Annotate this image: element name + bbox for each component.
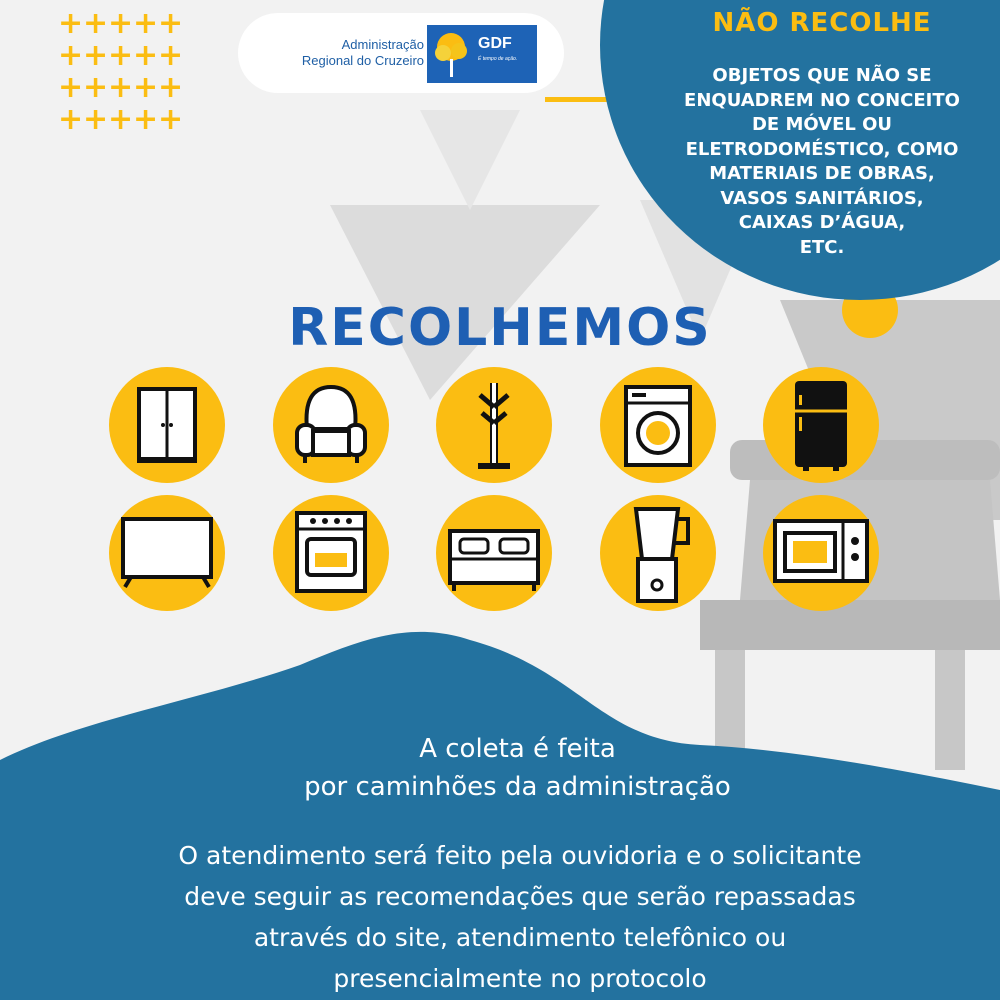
recolhemos-title: RECOLHEMOS [288, 298, 712, 358]
gdf-text: GDF [478, 35, 512, 52]
plus-pattern: +++++ +++++ +++++ +++++ [58, 6, 184, 137]
coleta-text: A coleta é feita por caminhões da administração [304, 734, 731, 802]
nao-recolhe-text: OBJETOS QUE NÃO SE ENQUADREM NO CONCEITO DE MÓVEL OU ELETRODOMÉSTICO, COMO MATERIAIS DE OBRAS, VASOS SANITÁRIOS, CAIXAS D’ÁGUA, ETC. [684, 65, 960, 258]
atendimento-text: O atendimento será feito pela ouvidoria e o solicitante deve seguir as recomendações que serão repassadas através do site, atendimento telefônico ou presencialmente no protocolo [178, 841, 862, 993]
nao-recolhe-title: NÃO RECOLHE [712, 8, 932, 38]
admin-label: Administração Regional do Cruzeiro [301, 37, 424, 68]
gdf-slogan: É tempo de ação. [478, 56, 518, 62]
